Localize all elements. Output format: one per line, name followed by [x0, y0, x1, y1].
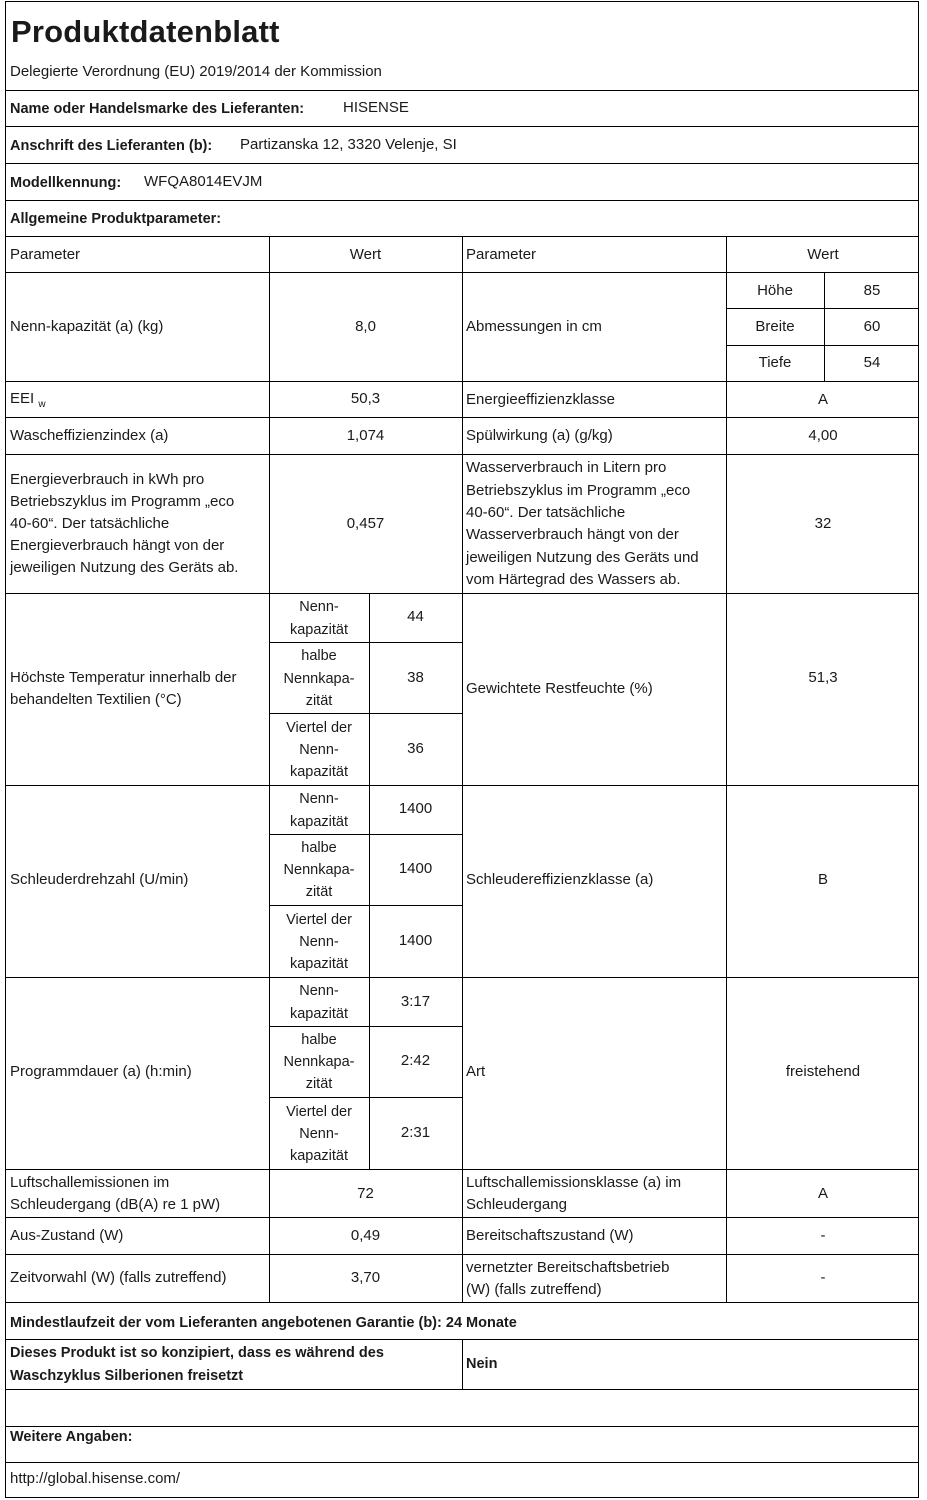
duration-load-quarter-3: kapazität [289, 1148, 349, 1164]
further-info-url[interactable]: http://global.hisense.com/ [10, 1470, 181, 1487]
warranty-label: Mindestlaufzeit der vom Lieferanten angebotenen Garantie (b): [10, 1315, 442, 1331]
product-data-sheet [5, 1, 919, 1498]
header-value-right: Wert [807, 246, 839, 263]
water-consumption-label-3: 40-60“. Der tatsächliche [466, 504, 626, 521]
energy-class-label: Energieeffizienzklasse [466, 391, 615, 408]
spin-class-value: B [817, 871, 828, 888]
general-params-label: Allgemeine Produktparameter: [10, 211, 222, 227]
spin-load-half-1: halbe [301, 840, 337, 856]
warranty-value: 24 Monate [445, 1315, 517, 1331]
spin-load-quarter-1: Viertel der [286, 912, 352, 928]
standby-value: - [820, 1227, 826, 1244]
temp-load-half-1: halbe [301, 648, 337, 664]
further-info-label: Weitere Angaben: [10, 1429, 133, 1445]
energy-consumption-value: 0,457 [346, 515, 385, 532]
delay-start-value: 3,70 [350, 1269, 381, 1286]
energy-consumption-label-3: 40-60“. Der tatsächliche [10, 515, 170, 532]
water-consumption-label-1: Wasserverbrauch in Litern pro [466, 459, 667, 476]
noise-label-1: Luftschallemissionen im [10, 1174, 170, 1191]
capacity-value: 8,0 [355, 318, 376, 335]
duration-load-full-1: Nenn- [299, 983, 339, 999]
supplier-address-label: Anschrift des Lieferanten (b): [10, 138, 213, 154]
spin-value-quarter: 1400 [398, 932, 433, 949]
spin-load-full-2: kapazität [289, 814, 349, 830]
temp-load-quarter-3: kapazität [289, 764, 349, 780]
off-mode-label: Aus-Zustand (W) [10, 1227, 124, 1244]
dimensions-label: Abmessungen in cm [466, 318, 602, 335]
duration-load-full-2: kapazität [289, 1006, 349, 1022]
capacity-label: Nenn-kapazität (a) (kg) [10, 318, 164, 335]
energy-class-value: A [817, 391, 828, 408]
warranty-row [10, 1312, 517, 1334]
header-param-right: Parameter [466, 246, 537, 263]
spin-value-full: 1400 [398, 800, 433, 817]
water-consumption-label-5: jeweiligen Nutzung des Geräts und [466, 549, 699, 566]
type-value: freistehend [785, 1063, 861, 1080]
temp-load-full-1: Nenn- [299, 599, 339, 615]
spin-load-quarter-3: kapazität [289, 956, 349, 972]
off-mode-value: 0,49 [350, 1227, 381, 1244]
water-consumption-value: 32 [814, 515, 832, 532]
spin-class-label: Schleudereffizienzklasse (a) [466, 871, 654, 888]
temperature-label-2: behandelten Textilien (°C) [10, 691, 182, 708]
duration-value-quarter: 2:31 [400, 1124, 431, 1141]
temp-value-half: 38 [407, 669, 424, 686]
eei-label: EEI $_w$ [10, 390, 46, 410]
dimension-height-label: Höhe [757, 282, 793, 299]
silver-value: Nein [466, 1356, 498, 1372]
energy-consumption-label-5: jeweiligen Nutzung des Geräts ab. [10, 559, 239, 576]
noise-value: 72 [357, 1185, 374, 1202]
networked-standby-value: - [820, 1269, 826, 1286]
rinse-label: Spülwirkung (a) (g/kg) [466, 427, 613, 444]
noise-class-label-1: Luftschallemissionsklasse (a) im [466, 1174, 682, 1191]
duration-value-half: 2:42 [400, 1052, 431, 1069]
dimension-depth-value: 54 [863, 354, 881, 371]
supplier-address-value: Partizanska 12, 3320 Velenje, SI [240, 136, 457, 153]
spin-load-half-3: zität [305, 884, 333, 900]
water-consumption-label-4: Wasserverbrauch hängt von der [466, 526, 679, 543]
temp-load-half-3: zität [305, 693, 333, 709]
page-title: Produktdatenblatt [11, 14, 280, 49]
duration-load-half-3: zität [305, 1076, 333, 1092]
spin-load-full-1: Nenn- [299, 791, 339, 807]
supplier-name-label: Name oder Handelsmarke des Lieferanten: [10, 101, 305, 117]
temperature-label-1: Höchste Temperatur innerhalb der [10, 669, 237, 686]
rinse-value: 4,00 [808, 427, 838, 444]
eei-value: 50,3 [350, 390, 381, 407]
spin-speed-label: Schleuderdrehzahl (U/min) [10, 871, 189, 888]
noise-label-2: Schleudergang (dB(A) re 1 pW) [10, 1196, 221, 1213]
model-label: Modellkennung: [10, 175, 122, 191]
model-value: WFQA8014EVJM [144, 173, 263, 190]
temp-load-full-2: kapazität [289, 622, 349, 638]
header-param-left: Parameter [10, 246, 81, 263]
wash-index-label: Wascheffizienzindex (a) [10, 427, 169, 444]
temp-load-quarter-1: Viertel der [286, 720, 352, 736]
moisture-value: 51,3 [808, 669, 838, 686]
energy-consumption-label-4: Energieverbrauch hängt von der [10, 537, 225, 554]
moisture-label: Gewichtete Restfeuchte (%) [466, 680, 653, 697]
temp-value-quarter: 36 [407, 740, 424, 757]
duration-load-half-2: Nennkapa- [283, 1054, 355, 1070]
type-label: Art [466, 1063, 486, 1080]
temp-value-full: 44 [407, 608, 424, 625]
wash-index-value: 1,074 [346, 427, 385, 444]
supplier-name-value: HISENSE [343, 99, 409, 116]
silver-label-2: Waschzyklus Silberionen freisetzt [10, 1368, 244, 1384]
dimension-height-value: 85 [863, 282, 881, 299]
spin-value-half: 1400 [398, 860, 433, 877]
temp-load-quarter-2: Nenn- [299, 742, 339, 758]
duration-load-quarter-2: Nenn- [299, 1126, 339, 1142]
delay-start-label: Zeitvorwahl (W) (falls zutreffend) [10, 1269, 227, 1286]
silver-label-1: Dieses Produkt ist so konzipiert, dass es während des [10, 1345, 384, 1361]
header-value-left: Wert [349, 246, 382, 263]
energy-consumption-label-2: Betriebszyklus im Programm „eco [10, 493, 235, 510]
energy-consumption-label-1: Energieverbrauch in kWh pro [10, 471, 205, 488]
duration-label: Programmdauer (a) (h:min) [10, 1063, 192, 1080]
water-consumption-label-6: vom Härtegrad des Wassers ab. [466, 571, 681, 588]
standby-label: Bereitschaftszustand (W) [466, 1227, 634, 1244]
spin-load-half-2: Nennkapa- [283, 862, 355, 878]
dimension-depth-label: Tiefe [758, 354, 792, 371]
networked-standby-label-2: (W) (falls zutreffend) [466, 1281, 602, 1298]
duration-load-half-1: halbe [301, 1032, 337, 1048]
dimension-width-label: Breite [755, 318, 795, 335]
page-subtitle: Delegierte Verordnung (EU) 2019/2014 der Kommission [10, 63, 382, 80]
dimension-width-value: 60 [863, 318, 881, 335]
water-consumption-label-2: Betriebszyklus im Programm „eco [466, 482, 691, 499]
networked-standby-label-1: vernetzter Bereitschaftsbetrieb [466, 1259, 670, 1276]
noise-class-label-2: Schleudergang [466, 1196, 567, 1213]
temp-load-half-2: Nennkapa- [283, 671, 355, 687]
duration-value-full: 3:17 [400, 993, 431, 1010]
noise-class-value: A [817, 1185, 828, 1202]
duration-load-quarter-1: Viertel der [286, 1104, 352, 1120]
spin-load-quarter-2: Nenn- [299, 934, 339, 950]
